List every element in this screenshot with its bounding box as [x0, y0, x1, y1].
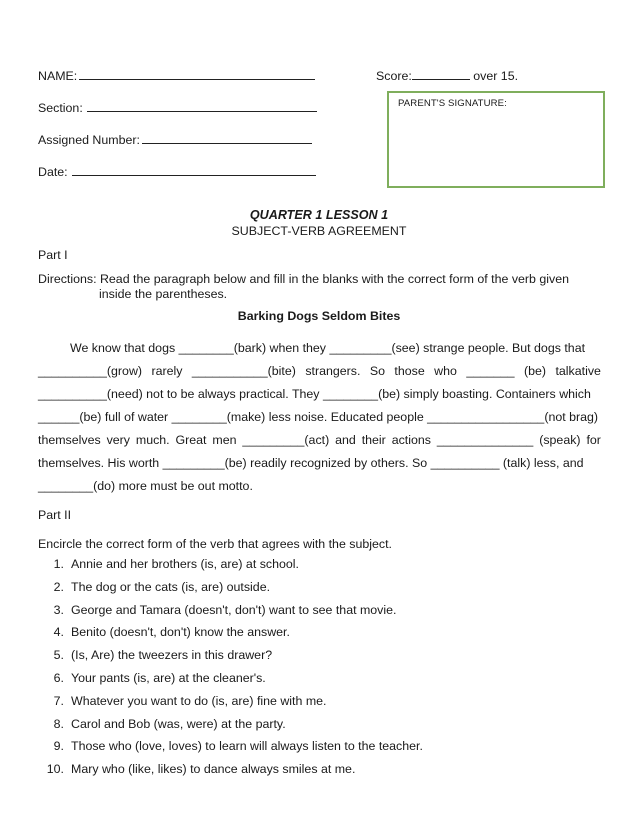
paragraph-text: We know that dogs ________(bark) when they _________(see) strange people. But dogs that	[70, 341, 586, 355]
paragraph-word: _________(act)	[242, 433, 330, 447]
part2-label: Part II	[38, 508, 72, 522]
paragraph-line	[38, 341, 601, 364]
paragraph-word: Great	[175, 433, 207, 447]
exercise-list	[40, 557, 423, 785]
section-field[interactable]	[38, 101, 317, 115]
exercise-item: 9. Those who (love, loves) to learn will always listen to the teacher.	[40, 739, 423, 762]
exercise-item: 1. Annie and her brothers (is, are) at school.	[40, 557, 423, 580]
paragraph-word: (be)	[523, 364, 547, 378]
exercise-item: 4. Benito (doesn't, don't) know the answer.	[40, 625, 423, 648]
exercise-text: Benito (doesn't, don't) know the answer.	[71, 625, 290, 640]
paragraph-word: ___________(bite)	[191, 364, 296, 378]
paragraph-word: So	[369, 364, 385, 378]
paragraph-word: actions	[391, 433, 431, 447]
paragraph-word: __________(grow)	[38, 364, 143, 378]
exercise-text: Carol and Bob (was, were) at the party.	[71, 716, 286, 731]
section-label: Section:	[38, 101, 83, 115]
assigned-number-blank[interactable]	[142, 133, 312, 144]
name-label: NAME:	[38, 69, 78, 83]
exercise-item: 2. The dog or the cats (is, are) outside.	[40, 580, 423, 603]
exercise-item: 8. Carol and Bob (was, were) at the party.	[40, 717, 423, 740]
paragraph-word: much.	[135, 433, 170, 447]
paragraph-word: and	[335, 433, 356, 447]
paragraph-line	[38, 364, 601, 387]
part2-instructions: Encircle the correct form of the verb that agrees with the subject.	[38, 537, 392, 551]
paragraph-word: men	[212, 433, 237, 447]
paragraph-word: very	[106, 433, 130, 447]
exercise-item: 10. Mary who (like, likes) to dance always smiles at me.	[40, 762, 423, 785]
paragraph-text: ________(do) more must be out motto.	[38, 479, 253, 493]
paragraph-word: themselves	[38, 433, 101, 447]
directions-line-2: inside the parentheses.	[99, 287, 228, 301]
exercise-item: 7. Whatever you want to do (is, are) fine with me.	[40, 694, 423, 717]
exercise-text: Whatever you want to do (is, are) fine with me.	[71, 693, 327, 708]
exercise-text: (Is, Are) the tweezers in this drawer?	[71, 648, 273, 663]
assigned-number-field[interactable]	[38, 133, 312, 147]
paragraph-word: (speak)	[539, 433, 581, 447]
score-label: Score:	[376, 69, 412, 83]
exercise-text: Mary who (like, likes) to dance always smiles at me.	[71, 762, 356, 777]
parent-signature-box[interactable]	[387, 91, 605, 188]
section-blank[interactable]	[87, 101, 317, 112]
paragraph-word: talkative	[555, 364, 601, 378]
paragraph-word: who	[434, 364, 457, 378]
paragraph-word: strangers.	[305, 364, 361, 378]
exercise-text: George and Tamara (doesn't, don't) want to see that movie.	[71, 602, 397, 617]
date-field[interactable]	[38, 165, 316, 179]
date-blank[interactable]	[72, 165, 316, 176]
exercise-text: Those who (love, loves) to learn will always listen to the teacher.	[71, 739, 423, 754]
exercise-text: Annie and her brothers (is, are) at school.	[71, 557, 299, 571]
lesson-title: QUARTER 1 LESSON 1	[249, 208, 389, 222]
exercise-item: 3. George and Tamara (doesn't, don't) want to see that movie.	[40, 603, 423, 626]
paragraph-word: their	[361, 433, 386, 447]
paragraph-line	[38, 410, 601, 433]
score-field[interactable]	[376, 69, 518, 83]
exercise-text: The dog or the cats (is, are) outside.	[71, 579, 271, 594]
directions-line-1: Directions: Read the paragraph below and fill in the blanks with the correct form of the verb given	[38, 272, 570, 286]
exercise-item: 5. (Is, Are) the tweezers in this drawer?	[40, 648, 423, 671]
part1-label: Part I	[38, 248, 68, 262]
story-title: Barking Dogs Seldom Bites	[237, 309, 401, 323]
assigned-number-label: Assigned Number:	[38, 133, 140, 147]
score-blank[interactable]	[412, 69, 470, 80]
paragraph-word: those	[394, 364, 425, 378]
paragraph-text: themselves. His worth _________(be) readily recognized by others. So __________ (talk) less, and	[38, 456, 584, 470]
paragraph-word: _______	[466, 364, 515, 378]
paragraph-line	[38, 479, 601, 502]
paragraph-text: ______(be) full of water ________(make) less noise. Educated people _________________(not brag)	[38, 410, 599, 424]
name-field[interactable]	[38, 69, 315, 83]
paragraph-word: rarely	[151, 364, 183, 378]
paragraph-word: for	[586, 433, 601, 447]
name-blank[interactable]	[79, 69, 315, 80]
exercise-item: 6. Your pants (is, are) at the cleaner's.	[40, 671, 423, 694]
story-paragraph	[38, 341, 601, 502]
paragraph-word: ______________	[436, 433, 534, 447]
score-suffix: over 15.	[473, 69, 519, 83]
paragraph-text: __________(need) not to be always practical. They ________(be) simply boasting. Containers which	[38, 387, 591, 401]
lesson-topic: SUBJECT-VERB AGREEMENT	[231, 224, 407, 238]
exercise-text: Your pants (is, are) at the cleaner's.	[71, 670, 266, 685]
paragraph-line	[38, 387, 601, 410]
date-label: Date:	[38, 165, 68, 179]
paragraph-line	[38, 433, 601, 456]
paragraph-line	[38, 456, 601, 479]
signature-label: PARENT'S SIGNATURE:	[398, 98, 507, 109]
